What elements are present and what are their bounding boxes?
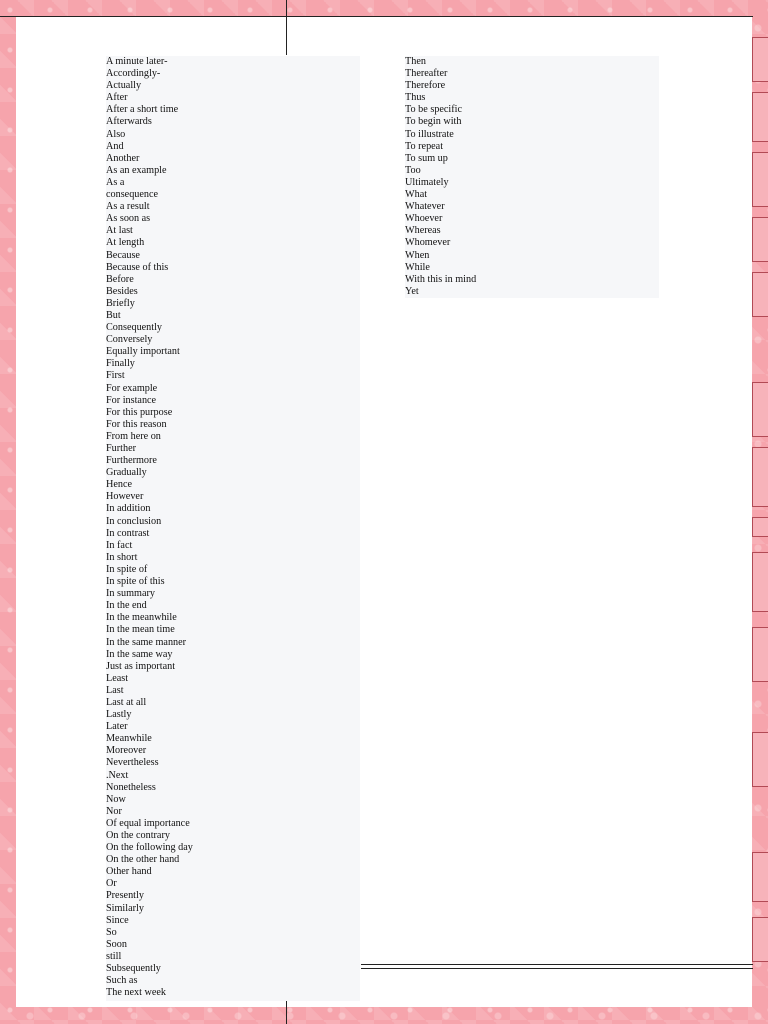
transition-phrase: consequence bbox=[106, 189, 159, 201]
transition-phrase: Such as bbox=[106, 975, 138, 987]
transition-phrase: On the other hand bbox=[106, 854, 180, 866]
transition-phrase: When bbox=[405, 249, 430, 261]
transition-phrase: Accordingly- bbox=[106, 68, 161, 80]
edge-tab bbox=[752, 627, 768, 682]
transition-phrase: Therefore bbox=[405, 80, 446, 92]
bottom-double-rule-upper bbox=[361, 964, 753, 965]
transition-phrase: In the mean time bbox=[106, 624, 175, 636]
transition-phrase: In conclusion bbox=[106, 515, 162, 527]
transition-phrase: Furthermore bbox=[106, 455, 157, 467]
transition-phrase: Because of this bbox=[106, 261, 169, 273]
transition-phrase: Just as important bbox=[106, 660, 176, 672]
transition-phrase: In the end bbox=[106, 600, 147, 612]
transition-phrase: Now bbox=[106, 793, 126, 805]
transition-phrase: Conversely bbox=[106, 334, 153, 346]
transition-phrase: At last bbox=[106, 225, 133, 237]
transition-phrase: After a short time bbox=[106, 104, 179, 116]
transition-phrase: Whomever bbox=[405, 237, 451, 249]
transition-phrase: As an example bbox=[106, 164, 167, 176]
transition-phrase: Meanwhile bbox=[106, 733, 152, 745]
transition-phrase: Finally bbox=[106, 358, 135, 370]
transition-phrase: .Next bbox=[106, 769, 129, 781]
transition-phrase: still bbox=[106, 950, 122, 962]
transition-phrase: For this reason bbox=[106, 418, 167, 430]
right-phrase-column bbox=[405, 56, 659, 298]
transition-phrase: Nor bbox=[106, 805, 122, 817]
transition-phrase: Actually bbox=[106, 80, 142, 92]
transition-phrase: With this in mind bbox=[405, 273, 477, 285]
transition-phrase: Another bbox=[106, 152, 140, 164]
transition-phrase: As a result bbox=[106, 201, 150, 213]
vertical-rule-top bbox=[286, 0, 287, 55]
transition-phrase: First bbox=[106, 370, 125, 382]
edge-tab bbox=[752, 37, 768, 82]
transition-phrase: For instance bbox=[106, 394, 157, 406]
transition-phrase: In spite of bbox=[106, 563, 148, 575]
vertical-rule-bottom bbox=[286, 997, 287, 1024]
transition-phrase: On the following day bbox=[106, 842, 193, 854]
transition-phrase: Because bbox=[106, 249, 140, 261]
transition-phrase: Or bbox=[106, 878, 117, 890]
transition-phrase: For this purpose bbox=[106, 406, 173, 418]
transition-phrase: Yet bbox=[405, 285, 419, 297]
transition-phrase: Subsequently bbox=[106, 963, 161, 975]
transition-phrase: In the meanwhile bbox=[106, 612, 177, 624]
transition-phrase: To repeat bbox=[405, 140, 444, 152]
transition-phrase: Last bbox=[106, 684, 124, 696]
transition-phrase: On the contrary bbox=[106, 830, 170, 841]
transition-phrase: In summary bbox=[106, 588, 155, 600]
transition-phrase: In spite of this bbox=[106, 576, 165, 588]
edge-tab bbox=[752, 732, 768, 787]
transition-phrase: Briefly bbox=[106, 297, 135, 309]
edge-tab bbox=[752, 552, 768, 612]
transition-phrase: Lastly bbox=[106, 709, 132, 721]
transition-phrase: At length bbox=[106, 237, 145, 249]
edge-tab bbox=[752, 517, 768, 537]
transition-phrase: Similarly bbox=[106, 902, 144, 914]
bottom-double-rule-lower bbox=[361, 968, 753, 969]
transition-phrase: In fact bbox=[106, 539, 133, 551]
transition-phrase: A minute later- bbox=[106, 56, 168, 67]
transition-phrase: Thereafter bbox=[405, 68, 448, 80]
transition-phrase: Consequently bbox=[106, 322, 163, 334]
transition-phrase: Since bbox=[106, 914, 129, 926]
left-phrase-column bbox=[106, 56, 360, 1001]
transition-phrase: Whatever bbox=[405, 201, 445, 213]
transition-phrase: Last at all bbox=[106, 696, 147, 708]
transition-phrase: So bbox=[106, 926, 117, 938]
transition-phrase: In the same manner bbox=[106, 636, 187, 648]
transition-phrase: The next week bbox=[106, 987, 166, 999]
transition-phrase: To begin with bbox=[405, 116, 462, 128]
transition-phrase: Gradually bbox=[106, 467, 147, 479]
transition-phrase: While bbox=[405, 261, 430, 273]
transition-phrase: Further bbox=[106, 443, 136, 454]
transition-phrase: Besides bbox=[106, 285, 138, 297]
transition-phrase: Also bbox=[106, 128, 126, 140]
edge-tab bbox=[752, 272, 768, 317]
transition-phrase: In the same way bbox=[106, 648, 173, 660]
transition-phrase: What bbox=[405, 189, 428, 201]
transition-phrase: Nonetheless bbox=[106, 781, 156, 793]
transition-phrase: Then bbox=[405, 56, 426, 67]
transition-phrase: In addition bbox=[106, 503, 151, 515]
transition-phrase: Moreover bbox=[106, 745, 147, 757]
transition-phrase: In short bbox=[106, 551, 138, 563]
edge-tab bbox=[752, 217, 768, 262]
transition-phrase: Whoever bbox=[405, 213, 443, 225]
transition-phrase: But bbox=[106, 309, 121, 321]
edge-tab bbox=[752, 447, 768, 507]
transition-phrase: After bbox=[106, 92, 128, 104]
transition-phrase: As a bbox=[106, 176, 125, 188]
transition-phrase: To be specific bbox=[405, 104, 462, 116]
transition-phrase: In contrast bbox=[106, 527, 150, 539]
edge-tab bbox=[752, 382, 768, 437]
transition-phrase: To illustrate bbox=[405, 128, 454, 140]
transition-phrase: For example bbox=[106, 382, 158, 394]
transition-phrase: Presently bbox=[106, 890, 144, 902]
transition-phrase: Whereas bbox=[405, 225, 441, 237]
edge-tab bbox=[752, 852, 768, 902]
transition-phrase: Equally important bbox=[106, 346, 180, 358]
transition-phrase: To sum up bbox=[405, 152, 448, 164]
transition-phrase: Least bbox=[106, 672, 129, 684]
transition-phrase: From here on bbox=[106, 430, 161, 442]
edge-tab bbox=[752, 917, 768, 962]
transition-phrase: Too bbox=[405, 164, 421, 176]
transition-phrase: As soon as bbox=[106, 213, 151, 225]
transition-phrase: Before bbox=[106, 273, 134, 285]
edge-tab bbox=[752, 92, 768, 142]
transition-phrase: Hence bbox=[106, 479, 133, 491]
transition-phrase: Soon bbox=[106, 938, 127, 950]
page-edge-tabs bbox=[752, 17, 768, 1024]
edge-tab bbox=[752, 152, 768, 207]
transition-phrase: However bbox=[106, 491, 144, 503]
top-rule bbox=[0, 16, 753, 17]
transition-phrase: Thus bbox=[405, 92, 426, 104]
transition-phrase: Other hand bbox=[106, 866, 152, 878]
transition-phrase: And bbox=[106, 140, 124, 152]
transition-phrase: Later bbox=[106, 721, 128, 733]
transition-phrase: Ultimately bbox=[405, 176, 449, 188]
transition-phrase: Of equal importance bbox=[106, 817, 190, 829]
transition-phrase: Nevertheless bbox=[106, 757, 159, 769]
transition-phrase: Afterwards bbox=[106, 116, 152, 128]
